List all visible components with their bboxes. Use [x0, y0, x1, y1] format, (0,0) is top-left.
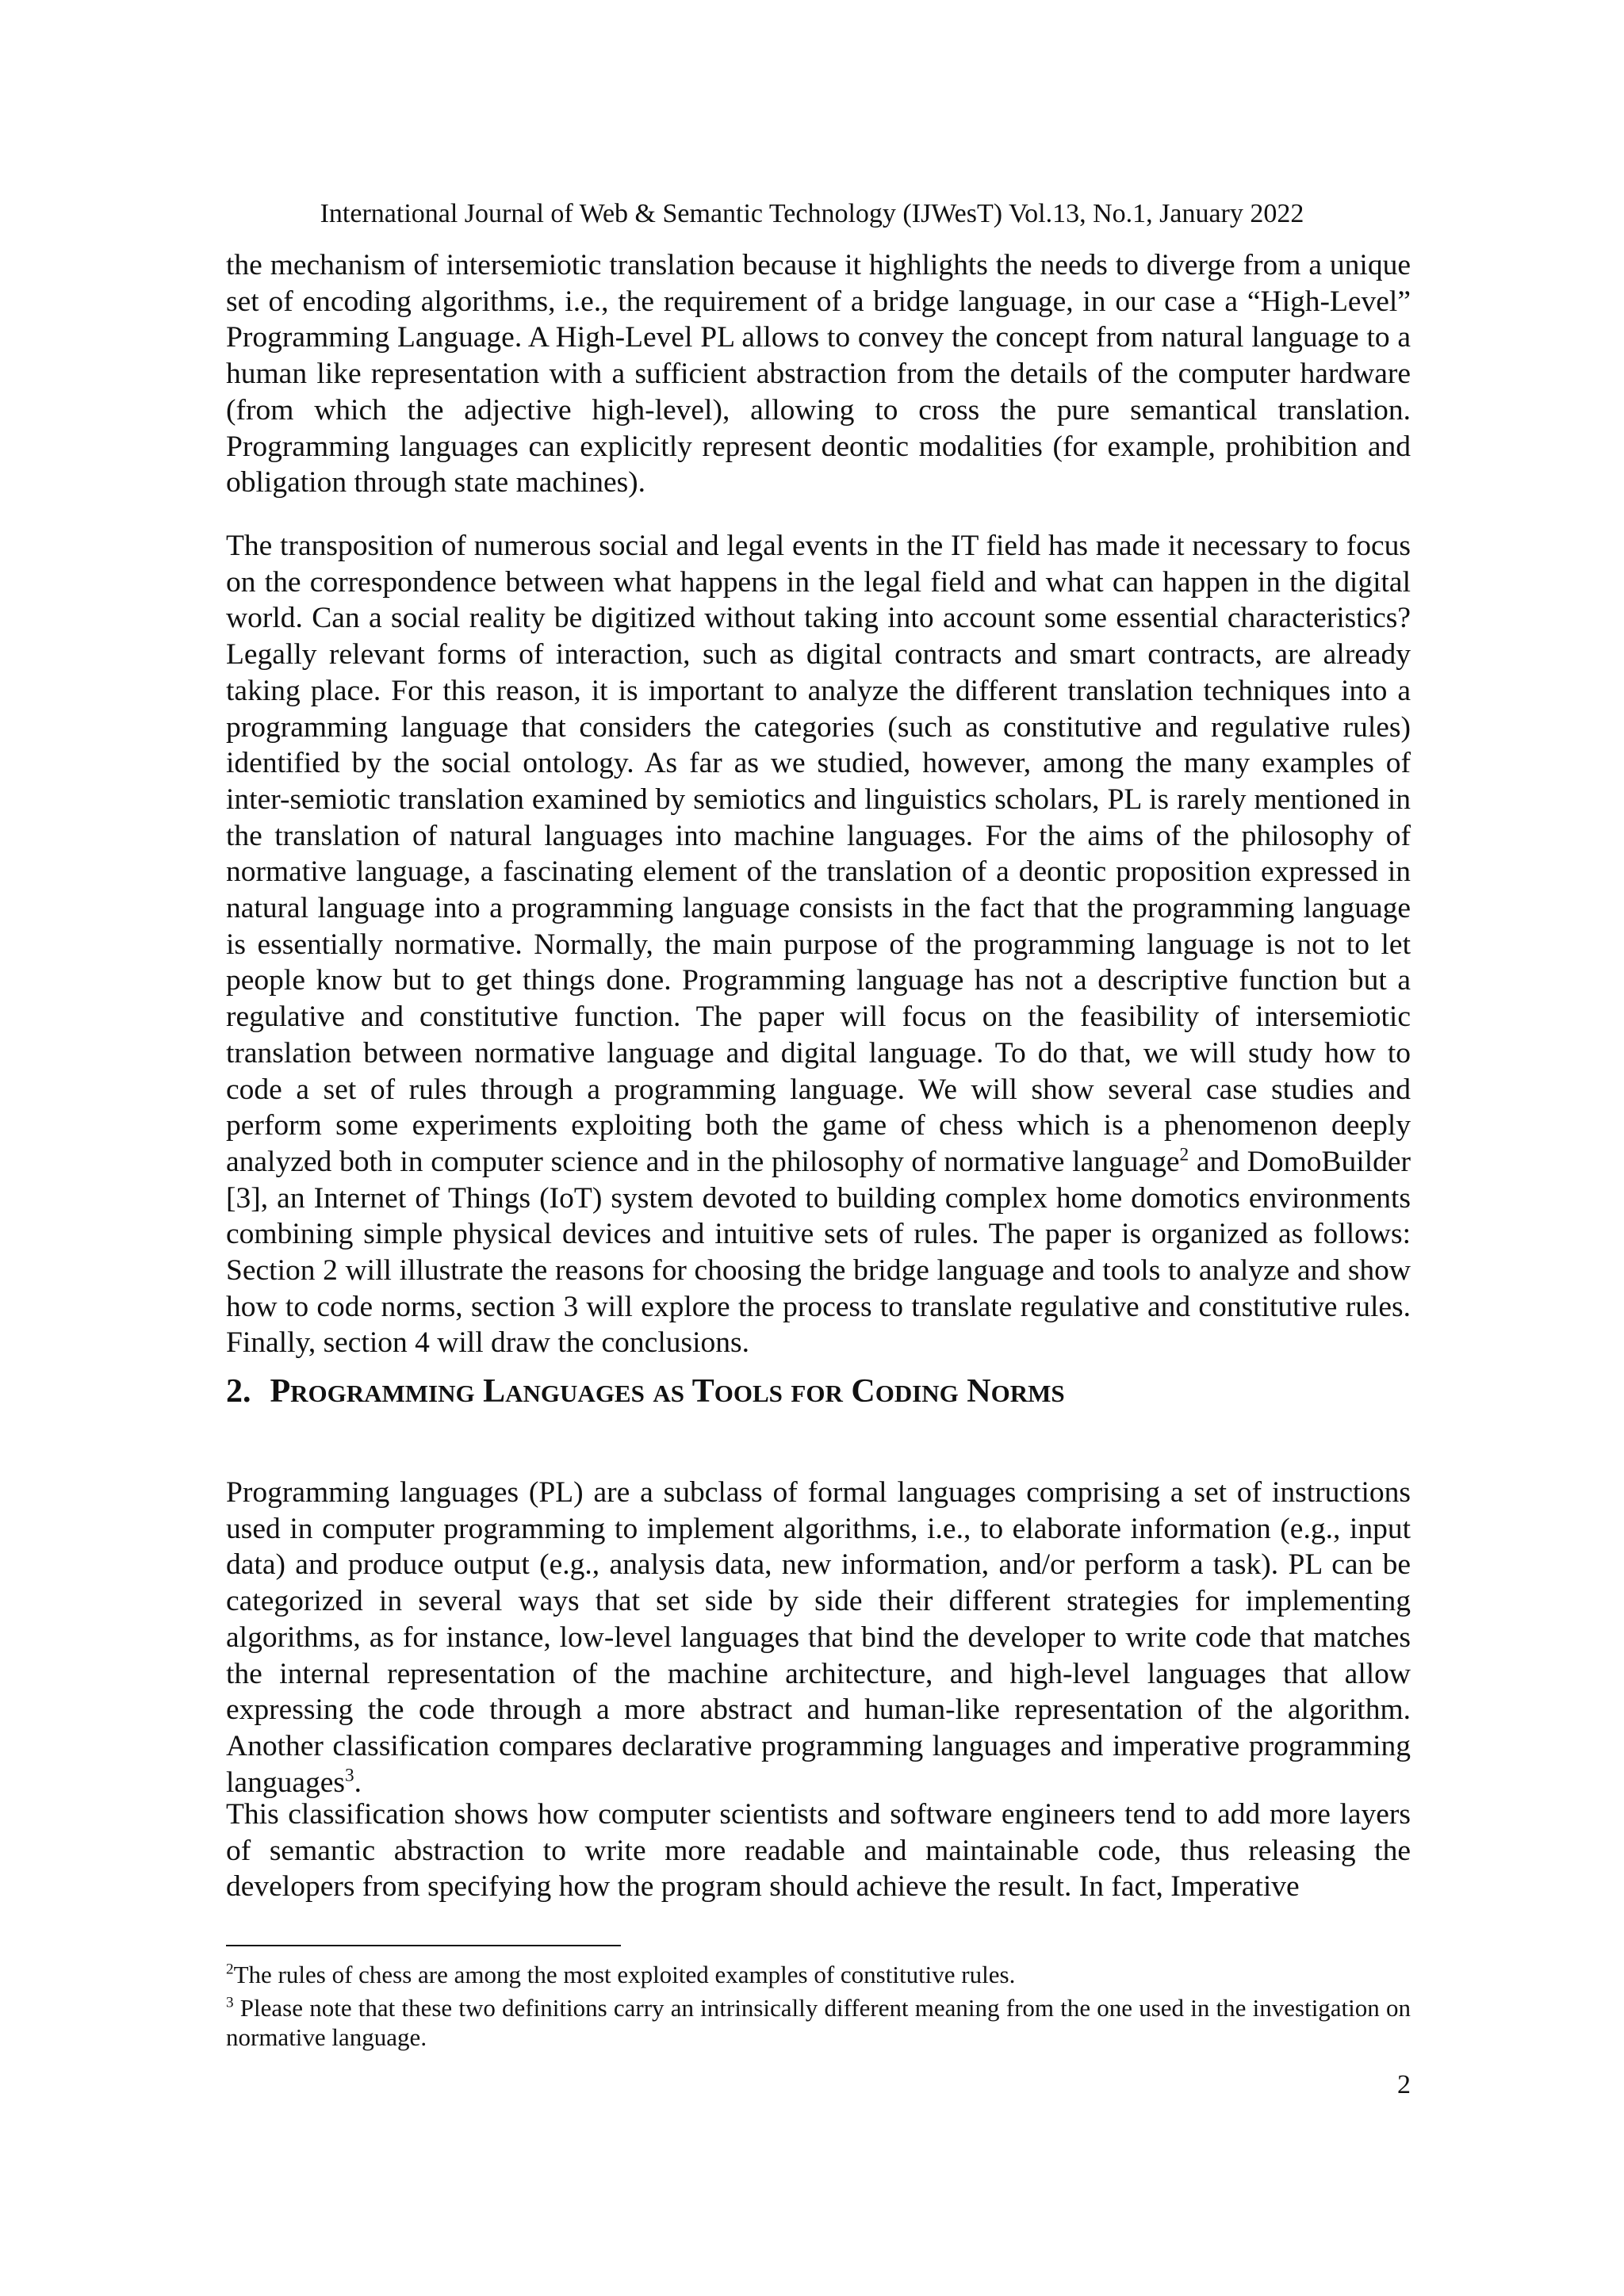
section-title: [270, 1373, 1065, 1410]
body-paragraph: [226, 1475, 1411, 1800]
footnote-marker: 3: [226, 1994, 234, 2011]
body-paragraph: [226, 528, 1411, 1361]
section-heading: [226, 1369, 1411, 1416]
section-title-initial: L: [483, 1373, 506, 1410]
section-title-smallcaps: AS: [653, 1380, 684, 1407]
footnote-marker: 2: [226, 1961, 234, 1978]
section-title-smallcaps: ORMS: [990, 1380, 1065, 1407]
body-paragraph: This classification shows how computer scientists and software engineers tend to add more layers of semantic abstraction to write more readable and maintainable code, thus releasing the developers from specifying how the program should achieve the result. In fact, Imperative: [226, 1798, 1411, 1904]
paragraph-text: The transposition of numerous social and legal events in the IT field has made it necessary to focus on the correspondence between what happens in the legal field and what can happen in the digital world. Can a social reality be digitized without taking into account some essential characteristics? Legally relevant forms of interaction, such as digital contracts and smart contracts, are already taking place. For this reason, it is important to analyze the different translation techniques into a programming language that considers the categories (such as constitutive and regulative rules) identified by the social ontology. As far as we studied, however, among the many examples of inter-semiotic translation examined by semiotics and linguistics scholars, PL is rarely mentioned in the translation of natural languages into machine languages. For the aims of the philosophy of normative language, a fascinating element of the translation of a deontic proposition expressed in natural language into a programming language consists in the fact that the programming language is essentially normative. Normally, the main purpose of the programming language is not to let people know but to get things done. Programming language has not a descriptive function but a regulative and constitutive function. The paper will focus on the feasibility of intersemiotic translation between normative language and digital language. To do that, we will study how to code a set of rules through a programming language. We will show several case studies and perform some experiments exploiting both the game of chess which is a phenomenon deeply analyzed both in computer science and in the philosophy of normative language: [226, 530, 1411, 1178]
footnote-text: The rules of chess are among the most exploited examples of constitutive rules.: [233, 1961, 1016, 1988]
section-title-word: [653, 1373, 684, 1410]
section-title-smallcaps: FOR: [791, 1380, 843, 1407]
section-title-smallcaps: ROGRAMMING: [290, 1380, 475, 1407]
section-title-initial: T: [691, 1373, 714, 1410]
section-title-initial: P: [270, 1373, 291, 1410]
section-title-word: [967, 1373, 1064, 1410]
section-title-word: [851, 1373, 958, 1410]
paragraph-text: and DomoBuilder [3], an Internet of Things (IoT) system devoted to building complex home domotics environments combining simple physical devices and intuitive sets of rules. The paper is organized as follows: Section 2 will illustrate the reasons for choosing the bridge language and tools to analyze and show how to code norms, section 3 will explore the process to translate regulative and constitutive rules. Finally, section 4 will draw the conclusions.: [226, 1145, 1411, 1360]
page-number: 2: [1397, 2070, 1411, 2099]
section-title-smallcaps: OOLS: [714, 1380, 783, 1407]
section-title-word: [692, 1373, 783, 1410]
section-number: 2.: [226, 1373, 251, 1410]
section-title-word: [483, 1373, 645, 1410]
footnote: [226, 1993, 1411, 2052]
paragraph-text: Programming languages (PL) are a subclass of formal languages comprising a set of instructions used in computer programming to implement algorithms, i.e., to elaborate information (e.g., input data) and produce output (e.g., analysis data, new information, and/or perform a task). PL can be categorized in several ways that set side by side their different strategies for implementing algorithms, as for instance, low-level languages that bind the developer to write code that matches the internal representation of the machine architecture, and high-level languages that allow expressing the code through a more abstract and human-like representation of the algorithm. Another classification compares declarative programming languages and imperative programming languages: [226, 1476, 1411, 1799]
section-title-smallcaps: ANGUAGES: [505, 1380, 645, 1407]
paragraph-text: .: [354, 1766, 362, 1799]
footnote-reference: 3: [344, 1765, 354, 1786]
footnote-divider: [226, 1945, 621, 1946]
section-title-initial: N: [967, 1373, 991, 1410]
footnote: [226, 1960, 1411, 1989]
body-paragraph: the mechanism of intersemiotic translation because it highlights the needs to diverge from a unique set of encoding algorithms, i.e., the requirement of a bridge language, in our case a “High-Level” Programming Language. A High-Level PL allows to convey the concept from natural language to a human like representation with a sufficient abstraction from the details of the computer hardware (from which the adjective high-level), allowing to cross the pure semantical translation. Programming languages can explicitly represent deontic modalities (for example, prohibition and obligation through state machines).: [226, 249, 1411, 499]
section-title-word: [270, 1373, 475, 1410]
footnote-reference: 2: [1179, 1144, 1189, 1165]
section-title-smallcaps: ODING: [875, 1380, 959, 1407]
footnote-text: Please note that these two definitions carry an intrinsically different meaning from the one used in the investigation on normative language.: [226, 1994, 1411, 2051]
section-title-initial: C: [851, 1373, 875, 1410]
section-title-word: [791, 1373, 842, 1410]
running-header: International Journal of Web & Semantic Technology (IJWesT) Vol.13, No.1, January 2022: [320, 199, 1304, 228]
